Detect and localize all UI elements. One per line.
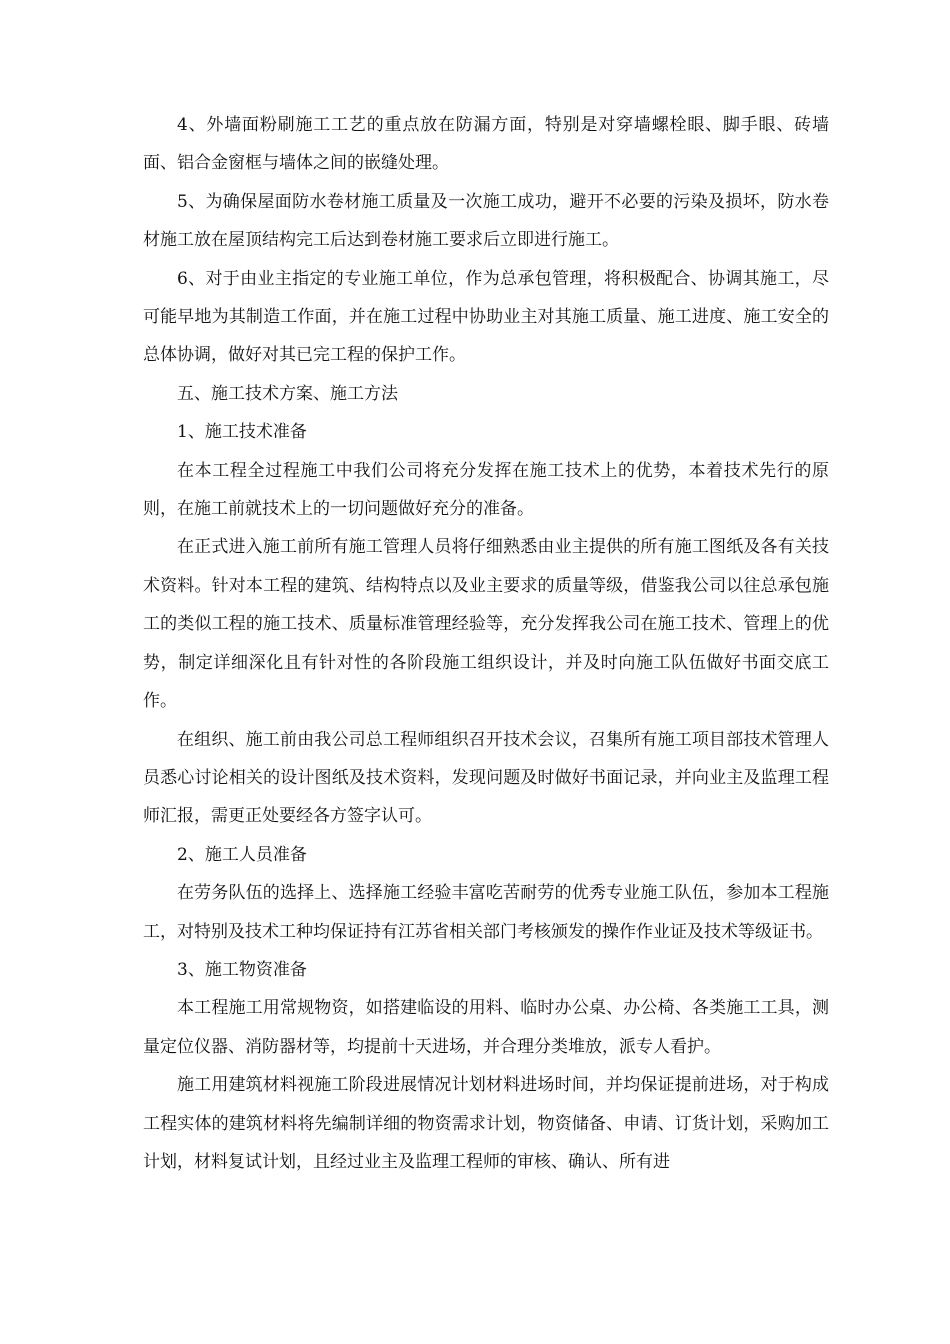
document-page: [143, 106, 829, 1181]
paragraph-technology-first: 在本工程全过程施工中我们公司将充分发挥在施工技术上的优势，本着技术先行的原则，在施工前就技术上的一切问题做好充分的准备。: [143, 460, 829, 520]
subheading-technical-preparation: 1、施工技术准备: [177, 422, 307, 443]
subheading-personnel-preparation: 2、施工人员准备: [177, 844, 307, 865]
section-heading-technical-plan: 五、施工技术方案、施工方法: [177, 383, 398, 404]
paragraph-technical-meeting: 在组织、施工前由我公司总工程师组织召开技术会议，召集所有施工项目部技术管理人员悉心讨论相关的设计图纸及技术资料，发现问题及时做好书面记录，并向业主及监理工程师汇报，需更正处要经各方签字认可。: [143, 729, 829, 827]
paragraph-building-materials: 施工用建筑材料视施工阶段进展情况计划材料进场时间，并均保证提前进场，对于构成工程实体的建筑材料将先编制详细的物资需求计划，物资储备、申请、订货计划，采购加工计划，材料复试计划，且经过业主及监理工程师的审核、确认、所有进: [143, 1075, 829, 1172]
paragraph-subcontractor-coordination: 6、对于由业主指定的专业施工单位，作为总承包管理，将积极配合、协调其施工，尽可能早地为其制造工作面，并在施工过程中协助业主对其施工质量、施工进度、施工安全的总体协调，做好对其已完工程的保护工作。: [143, 268, 829, 366]
paragraph-roof-waterproofing: 5、为确保屋面防水卷材施工质量及一次施工成功，避开不必要的污染及损坏，防水卷材施工放在屋顶结构完工后达到卷材施工要求后立即进行施工。: [143, 191, 829, 251]
subheading-materials-preparation: 3、施工物资准备: [177, 959, 307, 980]
paragraph-general-supplies: 本工程施工用常规物资，如搭建临设的用料、临时办公桌、办公椅、各类施工工具，测量定位仪器、消防器材等，均提前十天进场，并合理分类堆放，派专人看护。: [143, 998, 829, 1057]
paragraph-exterior-plastering: 4、外墙面粉刷施工工艺的重点放在防漏方面，特别是对穿墙螺栓眼、脚手眼、砖墙面、铝合金窗框与墙体之间的嵌缝处理。: [143, 115, 829, 174]
paragraph-drawing-familiarization: 在正式进入施工前所有施工管理人员将仔细熟悉由业主提供的所有施工图纸及各有关技术资料。针对本工程的建筑、结构特点以及业主要求的质量等级，借鉴我公司以往总承包施工的类似工程的施工技术、质量标准管理经验等，充分发挥我公司在施工技术、管理上的优势，制定详细深化且有针对性的各阶段施工组织设计，并及时向施工队伍做好书面交底工作。: [143, 537, 829, 712]
paragraph-labor-selection: 在劳务队伍的选择上、选择施工经验丰富吃苦耐劳的优秀专业施工队伍，参加本工程施工，对特别及技术工种均保证持有江苏省相关部门考核颁发的操作作业证及技术等级证书。: [143, 883, 829, 942]
